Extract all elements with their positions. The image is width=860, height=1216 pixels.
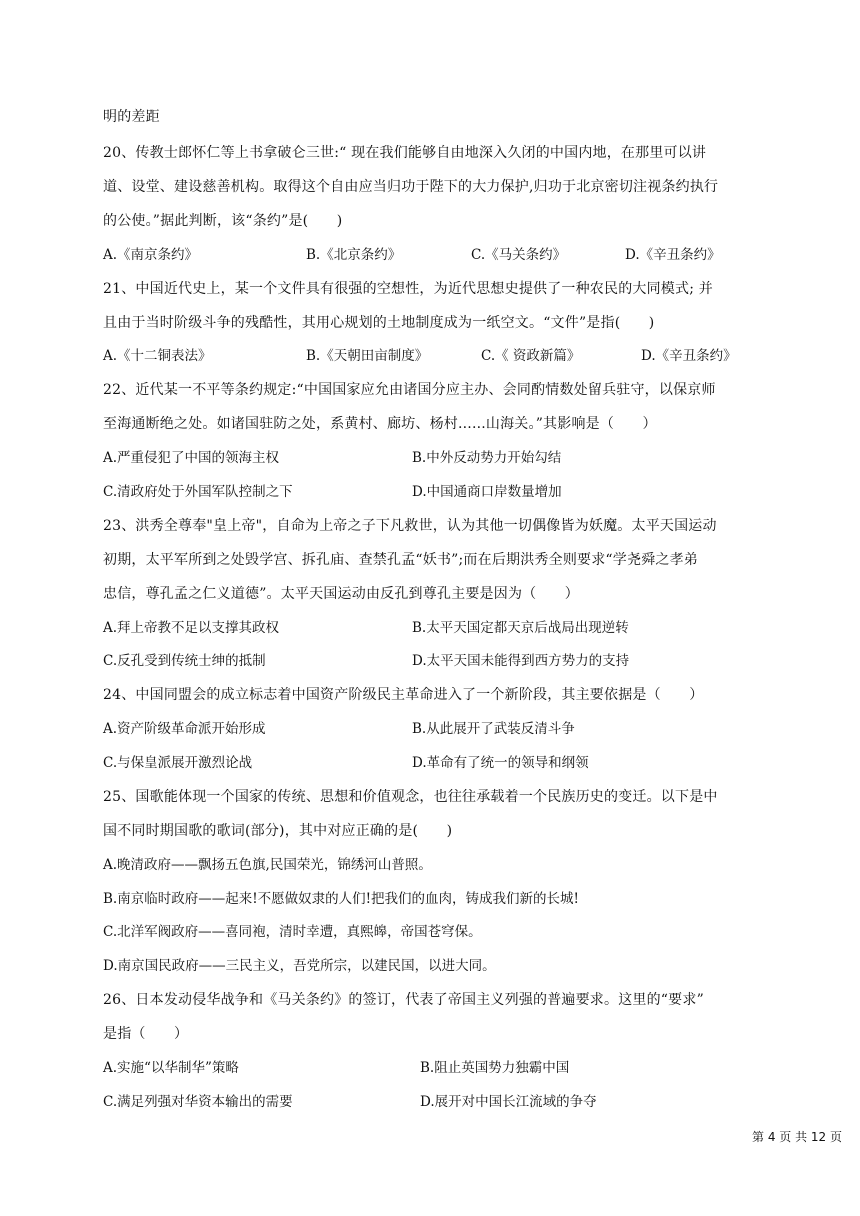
option-b: B.南京临时政府——起来!不愿做奴隶的人们!把我们的血肉，铸成我们新的长城!	[103, 891, 579, 907]
question-text: 26、日本发动侵华战争和《马关条约》的签订，代表了帝国主义列强的普遍要求。这里的“要求”	[103, 992, 704, 1008]
continuation-line: 明的差距	[103, 109, 160, 125]
option-b: B.《北京条约》	[306, 247, 402, 263]
option-b: B.从此展开了武装反清斗争	[412, 721, 575, 737]
option-d: D.南京国民政府——三民主义，吾党所宗，以建民国，以进大同。	[103, 958, 496, 974]
question-text: 25、国歌能体现一个国家的传统、思想和价值观念，也往往承载着一个民族历史的变迁。以下是中	[103, 789, 718, 805]
option-c: C.北洋军阀政府——喜同袍，清时幸遭，真熙皞，帝国苍穹保。	[103, 924, 482, 940]
option-a: A.拜上帝教不足以支撑其政权	[103, 620, 280, 636]
question-text: 至海通断绝之处。如诸国驻防之处，系黄村、廊坊、杨村......山海关。”其影响是（ ）	[103, 416, 657, 432]
option-a: A.晚清政府——飘扬五色旗,民国荣光，锦绣河山普照。	[103, 857, 432, 873]
question-text: 且由于当时阶级斗争的残酷性，其用心规划的土地制度成为一纸空文。“文件”是指( )	[103, 315, 655, 331]
question-text: 24、中国同盟会的成立标志着中国资产阶级民主革命进入了一个新阶段，其主要依据是（ ）	[103, 687, 704, 703]
option-d: D.《辛丑条约》	[625, 247, 721, 263]
page-number: 第 4 页 共 12 页	[752, 1130, 842, 1144]
question-text: 22、近代某一不平等条约规定:“中国国家应允由诸国分应主办、会同酌情数处留兵驻守，以保京师	[103, 382, 716, 398]
question-text: 20、传教士郎怀仁等上书拿破仑三世:“ 现在我们能够自由地深入久闭的中国内地，在那里可以讲	[103, 145, 707, 161]
option-c: C.《 资政新篇》	[481, 348, 581, 364]
option-a: A.《南京条约》	[103, 247, 199, 263]
option-a: A.《十二铜表法》	[103, 348, 212, 364]
question-text: 21、中国近代史上，某一个文件具有很强的空想性，为近代思想史提供了一种农民的大同模式; 并	[103, 281, 713, 297]
question-text: 国不同时期国歌的歌词(部分)，其中对应正确的是( )	[103, 823, 453, 839]
question-text: 初期，太平军所到之处毁学宫、拆孔庙、查禁孔孟“妖书”;而在后期洪秀全则要求“学尧舜之孝弟	[103, 552, 698, 568]
option-d: D.《辛丑条约》	[641, 348, 737, 364]
option-d: D.展开对中国长江流域的争夺	[420, 1094, 597, 1110]
question-text: 的公使。”据此判断，该“条约”是( )	[103, 213, 343, 229]
option-b: B.中外反动势力开始勾结	[412, 450, 562, 466]
option-c: C.反孔受到传统士绅的抵制	[103, 653, 266, 669]
option-d: D.太平天国未能得到西方势力的支持	[412, 653, 630, 669]
option-b: B.阻止英国势力独霸中国	[420, 1060, 570, 1076]
option-a: A.实施“以华制华”策略	[103, 1060, 239, 1076]
question-text: 忠信，尊孔孟之仁义道德”。太平天国运动由反孔到尊孔主要是因为（ ）	[103, 586, 579, 602]
option-b: B.《天朝田亩制度》	[306, 348, 429, 364]
option-b: B.太平天国定都天京后战局出现逆转	[412, 620, 629, 636]
option-c: C.与保皇派展开激烈论战	[103, 755, 253, 771]
option-c: C.《马关条约》	[471, 247, 567, 263]
option-c: C.满足列强对华资本输出的需要	[103, 1094, 293, 1110]
question-text: 23、洪秀全尊奉"皇上帝"，自命为上帝之子下凡救世，认为其他一切偶像皆为妖魔。太平天国运动	[103, 518, 717, 534]
option-a: A.资产阶级革命派开始形成	[103, 721, 266, 737]
option-d: D.革命有了统一的领导和纲领	[412, 755, 589, 771]
question-text: 是指（ ）	[103, 1026, 189, 1042]
option-a: A.严重侵犯了中国的领海主权	[103, 450, 280, 466]
option-d: D.中国通商口岸数量增加	[412, 484, 562, 500]
option-c: C.清政府处于外国军队控制之下	[103, 484, 293, 500]
question-text: 道、设堂、建设慈善机构。取得这个自由应当归功于陛下的大力保护,归功于北京密切注视条约执行	[103, 179, 719, 195]
